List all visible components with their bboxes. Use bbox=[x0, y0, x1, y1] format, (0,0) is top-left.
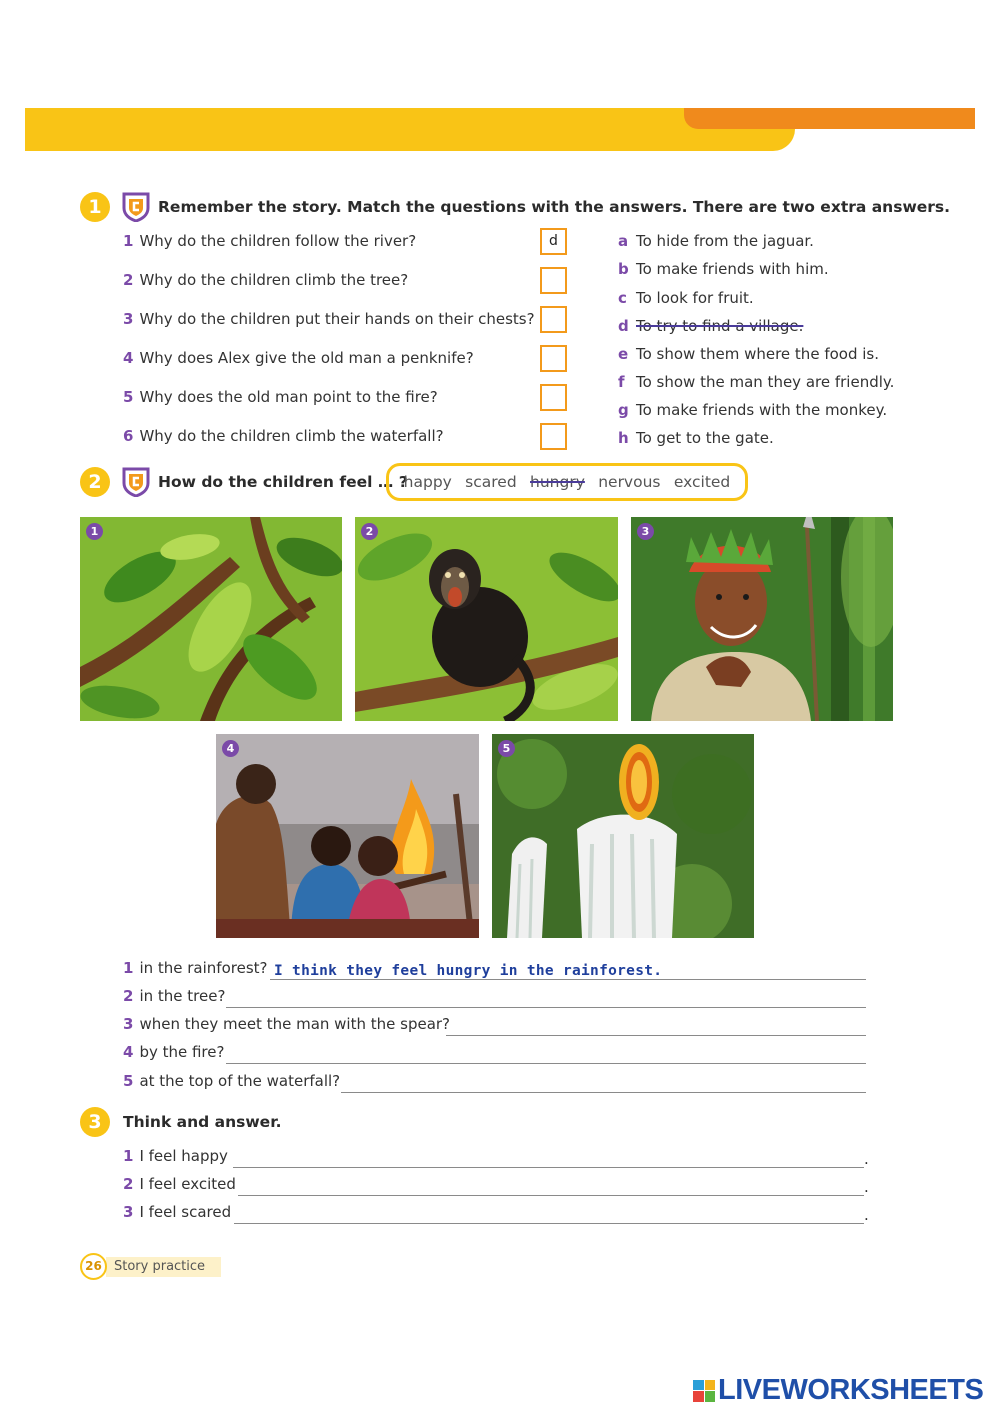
picture-number: 3 bbox=[637, 523, 654, 540]
picture-5-waterfall bbox=[492, 734, 754, 938]
header-banner bbox=[25, 108, 795, 151]
word-nervous: nervous bbox=[598, 473, 661, 491]
exercise-2-instruction: How do the children feel … ? bbox=[158, 473, 408, 491]
exercise-2-number: 2 bbox=[80, 467, 110, 497]
feel-item-2: 2 in the tree? bbox=[123, 987, 226, 1005]
exercise-1-instruction: Remember the story. Match the questions with the answers. There are two extra answers. bbox=[158, 198, 951, 216]
think-item-1: 1 I feel happy bbox=[123, 1147, 228, 1165]
answer-box-5[interactable] bbox=[540, 384, 567, 411]
shield-icon bbox=[122, 192, 150, 222]
question-3: 3 Why do the children put their hands on their chests? bbox=[123, 310, 535, 328]
word-bank bbox=[386, 463, 748, 501]
think-end-3: . bbox=[864, 1206, 869, 1224]
answer-box-2[interactable] bbox=[540, 267, 567, 294]
word-hungry: hungry bbox=[530, 473, 585, 491]
liveworksheets-watermark bbox=[693, 1374, 983, 1407]
exercise-3-instruction: Think and answer. bbox=[123, 1113, 282, 1131]
feel-item-5: 5 at the top of the waterfall? bbox=[123, 1072, 341, 1090]
answer-line-5[interactable] bbox=[341, 1073, 866, 1093]
feel-item-1: 1 in the rainforest? bbox=[123, 959, 268, 977]
page-number: 26 bbox=[80, 1253, 107, 1280]
picture-number: 5 bbox=[498, 740, 515, 757]
answer-option-h: h To get to the gate. bbox=[618, 429, 774, 447]
word-scared: scared bbox=[465, 473, 517, 491]
feel-item-3: 3 when they meet the man with the spear? bbox=[123, 1015, 451, 1033]
picture-number: 2 bbox=[361, 523, 378, 540]
answer-line-1[interactable]: I think they feel hungry in the rainforest. bbox=[270, 960, 866, 980]
answer-option-f: f To show the man they are friendly. bbox=[618, 373, 895, 391]
answer-option-e: e To show them where the food is. bbox=[618, 345, 879, 363]
picture-1-rainforest bbox=[80, 517, 342, 721]
exercise-1-number: 1 bbox=[80, 192, 110, 222]
picture-3-man-with-spear bbox=[631, 517, 893, 721]
think-item-2: 2 I feel excited bbox=[123, 1175, 236, 1193]
answer-option-c: c To look for fruit. bbox=[618, 289, 754, 307]
liveworksheets-text: LIVEWORKSHEETS bbox=[718, 1374, 984, 1406]
answer-option-g: g To make friends with the monkey. bbox=[618, 401, 888, 419]
think-line-2[interactable] bbox=[238, 1176, 864, 1196]
answer-box-1[interactable]: d bbox=[540, 228, 567, 255]
feel-item-4: 4 by the fire? bbox=[123, 1043, 225, 1061]
think-end-2: . bbox=[864, 1178, 869, 1196]
footer-section-label: Story practice bbox=[106, 1257, 221, 1277]
question-2: 2 Why do the children climb the tree? bbox=[123, 271, 409, 289]
think-line-3[interactable] bbox=[234, 1204, 864, 1224]
picture-2-monkey bbox=[355, 517, 618, 721]
exercise-3-number: 3 bbox=[80, 1107, 110, 1137]
word-excited: excited bbox=[673, 473, 731, 491]
answer-box-6[interactable] bbox=[540, 423, 567, 450]
answer-option-d: d To try to find a village. bbox=[618, 317, 804, 335]
question-4: 4 Why does Alex give the old man a penknife? bbox=[123, 349, 474, 367]
answer-box-4[interactable] bbox=[540, 345, 567, 372]
answer-option-b: b To make friends with him. bbox=[618, 260, 829, 278]
answer-option-a: a To hide from the jaguar. bbox=[618, 232, 814, 250]
think-item-3: 3 I feel scared bbox=[123, 1203, 232, 1221]
think-end-1: . bbox=[864, 1150, 869, 1168]
think-line-1[interactable] bbox=[233, 1148, 864, 1168]
question-1: 1 Why do the children follow the river? bbox=[123, 232, 417, 250]
answer-box-3[interactable] bbox=[540, 306, 567, 333]
liveworksheets-logo-icon bbox=[693, 1380, 715, 1402]
question-6: 6 Why do the children climb the waterfall? bbox=[123, 427, 444, 445]
header-accent bbox=[684, 108, 975, 129]
question-5: 5 Why does the old man point to the fire? bbox=[123, 388, 438, 406]
answer-line-4[interactable] bbox=[226, 1044, 866, 1064]
word-happy: happy bbox=[403, 473, 452, 491]
picture-4-fire bbox=[216, 734, 479, 938]
answer-line-2[interactable] bbox=[226, 988, 866, 1008]
picture-number: 1 bbox=[86, 523, 103, 540]
picture-number: 4 bbox=[222, 740, 239, 757]
shield-icon bbox=[122, 467, 150, 497]
answer-line-3[interactable] bbox=[446, 1016, 866, 1036]
